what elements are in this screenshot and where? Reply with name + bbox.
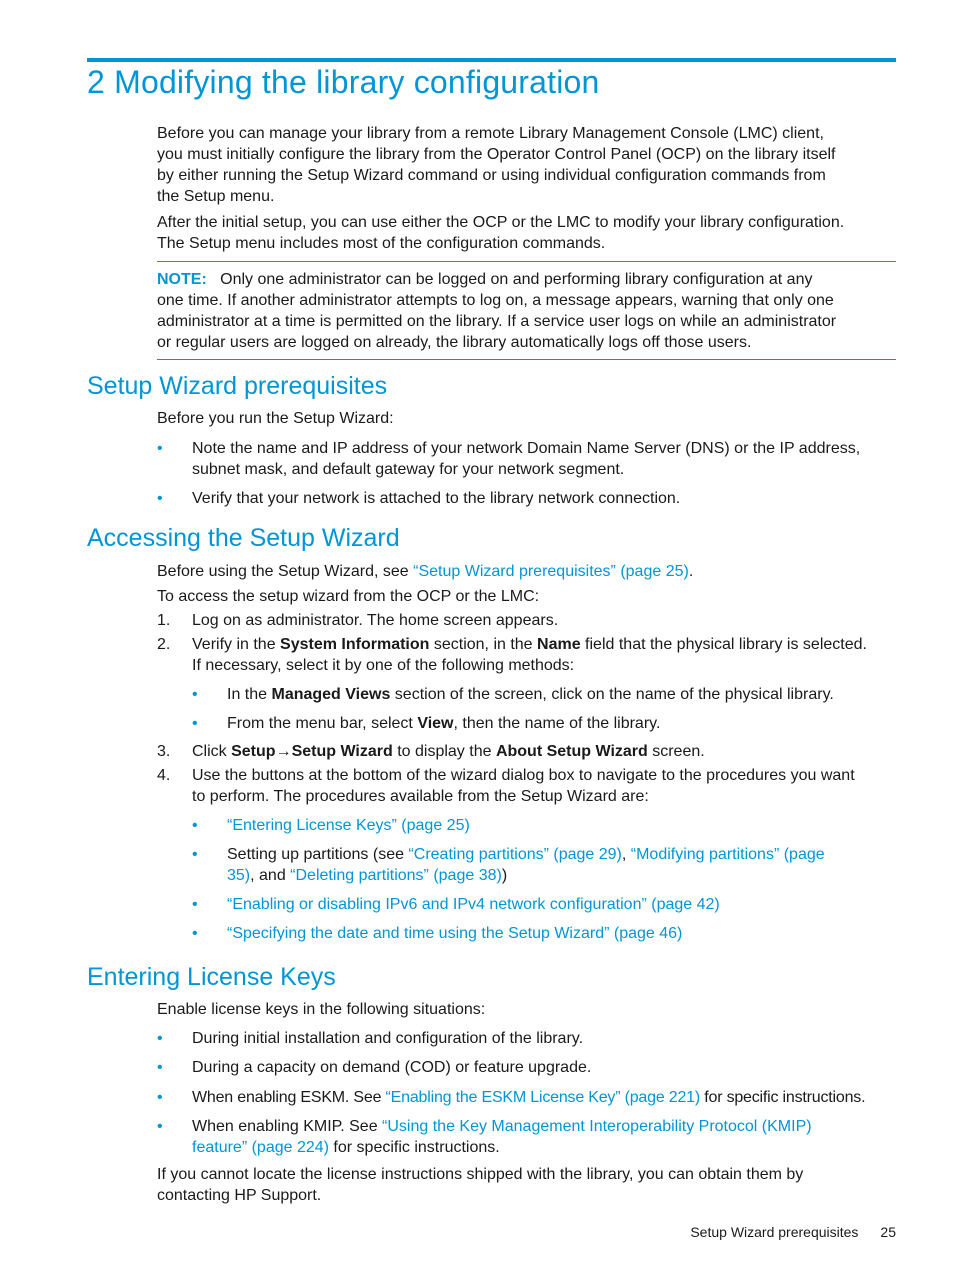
link-date-time[interactable]: “Specifying the date and time using the Setup Wizard” (page 46) bbox=[227, 925, 683, 942]
list-item: Note the name and IP address of your network Domain Name Server (DNS) or the IP address, subnet mask, and default gateway for your network segment. bbox=[192, 440, 861, 478]
list-item: During initial installation and configuration of the library. bbox=[192, 1030, 584, 1047]
note-box: NOTE: Only one administrator can be logged on and performing library configuration at any one time. If another administrator attempts to log on, a message appears, warning that only one administrator at a time is permitted on the library. If a service user logs on while an administrator or regular users are logged on already, the library automatically logs off those users. bbox=[157, 271, 837, 351]
step-number: 4. bbox=[157, 767, 171, 784]
list-item: When enabling KMIP. See “Using the Key Management Interoperability Protocol (KMIP) feature” (page 224) for specific instructions. bbox=[192, 1118, 812, 1156]
link-creating-partitions[interactable]: “Creating partitions” (page 29) bbox=[408, 846, 622, 863]
list-item: In the Managed Views section of the screen, click on the name of the physical library. bbox=[227, 686, 834, 703]
link-modifying-partitions-cont[interactable]: 35) bbox=[227, 867, 251, 884]
list-item: Verify that your network is attached to the library network connection. bbox=[192, 490, 681, 507]
bullet-icon: • bbox=[192, 715, 198, 732]
page-number: 25 bbox=[880, 1224, 896, 1240]
footer-section-title: Setup Wizard prerequisites bbox=[690, 1224, 859, 1240]
link-kmip-cont[interactable]: feature” (page 224) bbox=[192, 1139, 329, 1156]
bullet-icon: • bbox=[192, 846, 198, 863]
bullet-icon: • bbox=[157, 1059, 163, 1076]
link-eskm-license-key[interactable]: “Enabling the ESKM License Key” (page 221) bbox=[385, 1089, 700, 1106]
step-2: Verify in the System Information section, in the Name field that the physical library is selected. If necessary, select it by one of the following methods: bbox=[192, 636, 867, 674]
section-title-license-keys: Entering License Keys bbox=[87, 963, 336, 991]
step-number: 3. bbox=[157, 743, 171, 760]
prereq-intro: Before you run the Setup Wizard: bbox=[157, 410, 394, 427]
license-outro: If you cannot locate the license instructions shipped with the library, you can obtain them by contacting HP Support. bbox=[157, 1166, 804, 1204]
bullet-icon: • bbox=[157, 490, 163, 507]
bullet-icon: • bbox=[157, 440, 163, 457]
list-item: Setting up partitions (see “Creating partitions” (page 29), “Modifying partitions” (page 35), and “Deleting partitions” (page 38)) bbox=[227, 846, 825, 884]
bullet-icon: • bbox=[192, 817, 198, 834]
bullet-icon: • bbox=[192, 686, 198, 703]
chapter-title: 2 Modifying the library configuration bbox=[87, 64, 600, 100]
link-deleting-partitions[interactable]: “Deleting partitions” (page 38) bbox=[290, 867, 502, 884]
step-1: Log on as administrator. The home screen appears. bbox=[192, 612, 559, 629]
intro-paragraph-1: Before you can manage your library from a remote Library Management Console (LMC) client, you must initially configure the library from the Operator Control Panel (OCP) on the library itself by either running the Setup Wizard command or using individual configuration commands from the Setup menu. bbox=[157, 125, 836, 205]
bullet-icon: • bbox=[157, 1118, 163, 1135]
note-label: NOTE: bbox=[157, 271, 207, 288]
link-kmip[interactable]: “Using the Key Management Interoperability Protocol (KMIP) bbox=[382, 1118, 812, 1135]
bullet-icon: • bbox=[192, 925, 198, 942]
license-intro: Enable license keys in the following situations: bbox=[157, 1001, 486, 1018]
bullet-icon: • bbox=[192, 896, 198, 913]
bullet-icon: • bbox=[157, 1089, 163, 1106]
link-modifying-partitions[interactable]: “Modifying partitions” (page bbox=[630, 846, 825, 863]
intro-paragraph-2: After the initial setup, you can use either the OCP or the LMC to modify your library configuration. The Setup menu includes most of the configuration commands. bbox=[157, 214, 845, 252]
note-top-rule bbox=[157, 261, 896, 262]
bullet-icon: • bbox=[157, 1030, 163, 1047]
list-item bbox=[227, 815, 470, 836]
link-entering-license-keys[interactable]: “Entering License Keys” (page 25) bbox=[227, 817, 470, 834]
step-number: 1. bbox=[157, 612, 171, 629]
note-bottom-rule bbox=[157, 359, 896, 360]
link-ipv6-ipv4[interactable]: “Enabling or disabling IPv6 and IPv4 network configuration” (page 42) bbox=[227, 896, 720, 913]
step-4: Use the buttons at the bottom of the wizard dialog box to navigate to the procedures you want to perform. The procedures available from the Setup Wizard are: bbox=[192, 767, 855, 805]
link-prerequisites[interactable]: “Setup Wizard prerequisites” (page 25) bbox=[413, 563, 689, 580]
list-item: During a capacity on demand (COD) or feature upgrade. bbox=[192, 1059, 592, 1076]
access-before-paragraph: Before using the Setup Wizard, see “Setup Wizard prerequisites” (page 25). bbox=[157, 563, 694, 580]
section-title-prerequisites: Setup Wizard prerequisites bbox=[87, 372, 388, 400]
section-title-accessing: Accessing the Setup Wizard bbox=[87, 524, 400, 552]
list-item: From the menu bar, select View, then the name of the library. bbox=[227, 715, 661, 732]
list-item: When enabling ESKM. See “Enabling the ESKM License Key” (page 221) for specific instructions. bbox=[192, 1089, 866, 1106]
access-intro: To access the setup wizard from the OCP or the LMC: bbox=[157, 588, 540, 605]
list-item bbox=[227, 923, 682, 944]
top-rule bbox=[87, 58, 896, 62]
step-3: Click Setup→Setup Wizard to display the About Setup Wizard screen. bbox=[192, 743, 705, 760]
page-footer bbox=[690, 1223, 896, 1241]
step-number: 2. bbox=[157, 636, 171, 653]
arrow-icon: → bbox=[275, 743, 292, 760]
list-item bbox=[227, 894, 720, 915]
